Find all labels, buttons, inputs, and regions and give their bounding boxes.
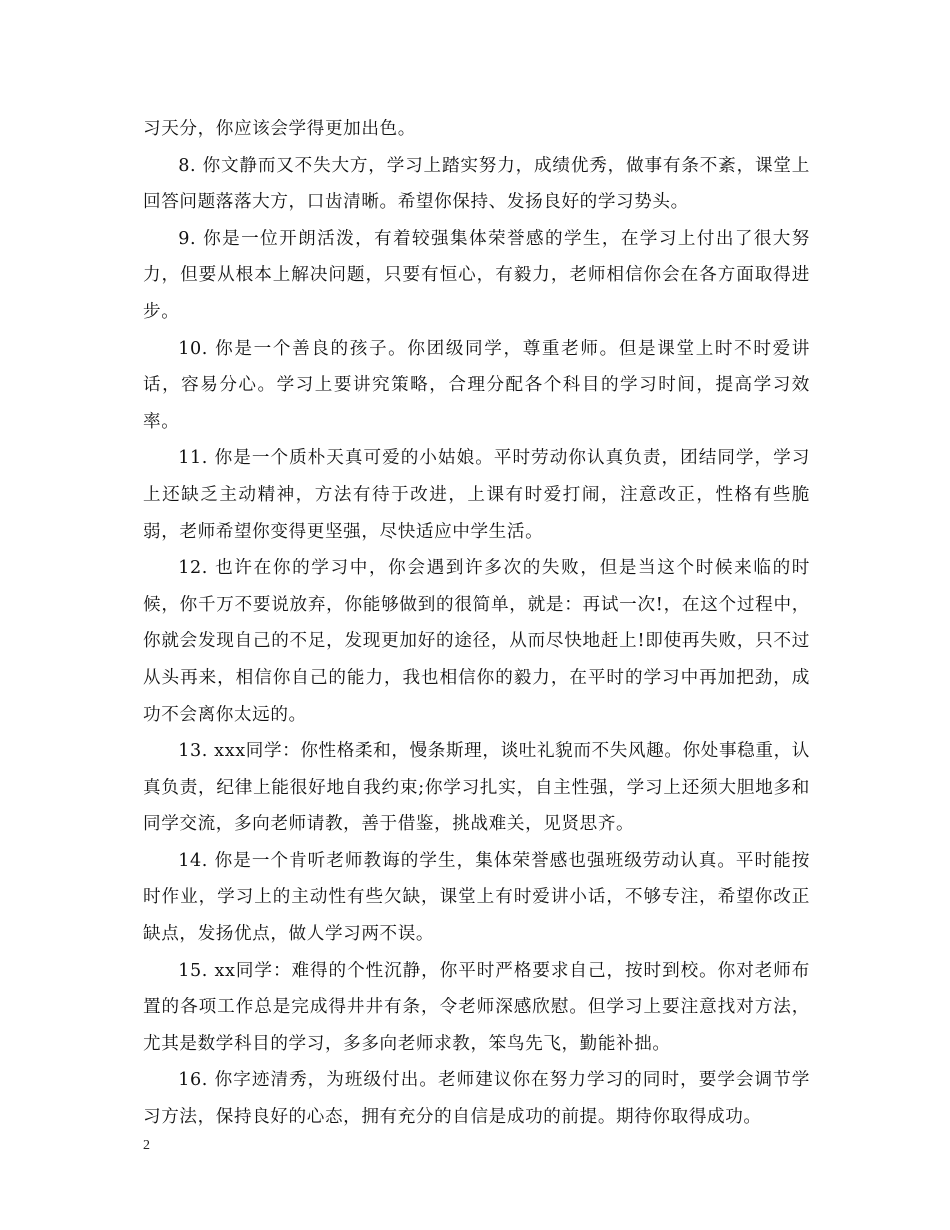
document-body <box>143 111 810 1136</box>
paragraph-comment-16: 16. 你字迹清秀，为班级付出。老师建议你在努力学习的同时，要学会调节学习方法，保持良好的心态，拥有充分的自信是成功的前提。期待你取得成功。 <box>143 1070 810 1128</box>
page-number: 2 <box>143 1138 150 1153</box>
paragraph-comment-12: 12. 也许在你的学习中，你会遇到许多次的失败，但是当这个时候来临的时候，你千万不要说放弃，你能够做到的很简单，就是：再试一次!，在这个过程中，你就会发现自己的不足，发现更加好的途径，从而尽快地赶上!即使再失败，只不过从头再来，相信你自己的能力，我也相信你的毅力，在平时的学习中再加把劲，成功不会离你太远的。 <box>143 558 810 725</box>
paragraph-comment-15: 15. xx同学：难得的个性沉静，你平时严格要求自己，按时到校。你对老师布置的各项工作总是完成得井井有条，令老师深感欣慰。但学习上要注意找对方法，尤其是数学科目的学习，多多向老师求教，笨鸟先飞，勤能补拙。 <box>143 960 810 1054</box>
paragraph-comment-8: 8. 你文静而又不失大方，学习上踏实努力，成绩优秀，做事有条不紊，课堂上回答问题落落大方，口齿清晰。希望你保持、发扬良好的学习势头。 <box>143 155 810 213</box>
paragraph-comment-10: 10. 你是一个善良的孩子。你团级同学，尊重老师。但是课堂上时不时爱讲话，容易分心。学习上要讲究策略，合理分配各个科目的学习时间，提高学习效率。 <box>143 338 810 432</box>
paragraph-comment-9: 9. 你是一位开朗活泼，有着较强集体荣誉感的学生，在学习上付出了很大努力，但要从根本上解决问题，只要有恒心，有毅力，老师相信你会在各方面取得进步。 <box>143 228 810 322</box>
paragraph-comment-11: 11. 你是一个质朴天真可爱的小姑娘。平时劳动你认真负责，团结同学，学习上还缺乏主动精神，方法有待于改进，上课有时爱打闹，注意改正，性格有些脆弱，老师希望你变得更坚强，尽快适应中学生活。 <box>143 448 810 542</box>
paragraph-comment-14: 14. 你是一个肯听老师教诲的学生，集体荣誉感也强班级劳动认真。平时能按时作业，学习上的主动性有些欠缺，课堂上有时爱讲小话，不够专注，希望你改正缺点，发扬优点，做人学习两不误。 <box>143 850 810 945</box>
paragraph-continued: 习天分，你应该会学得更加出色。 <box>143 119 416 139</box>
paragraph-comment-13: 13. xxx同学：你性格柔和，慢条斯理，谈吐礼貌而不失风趣。你处事稳重，认真负责，纪律上能很好地自我约束;你学习扎实，自主性强，学习上还须大胆地多和同学交流，多向老师请教，善于借鉴，挑战难关，见贤思齐。 <box>143 741 810 835</box>
